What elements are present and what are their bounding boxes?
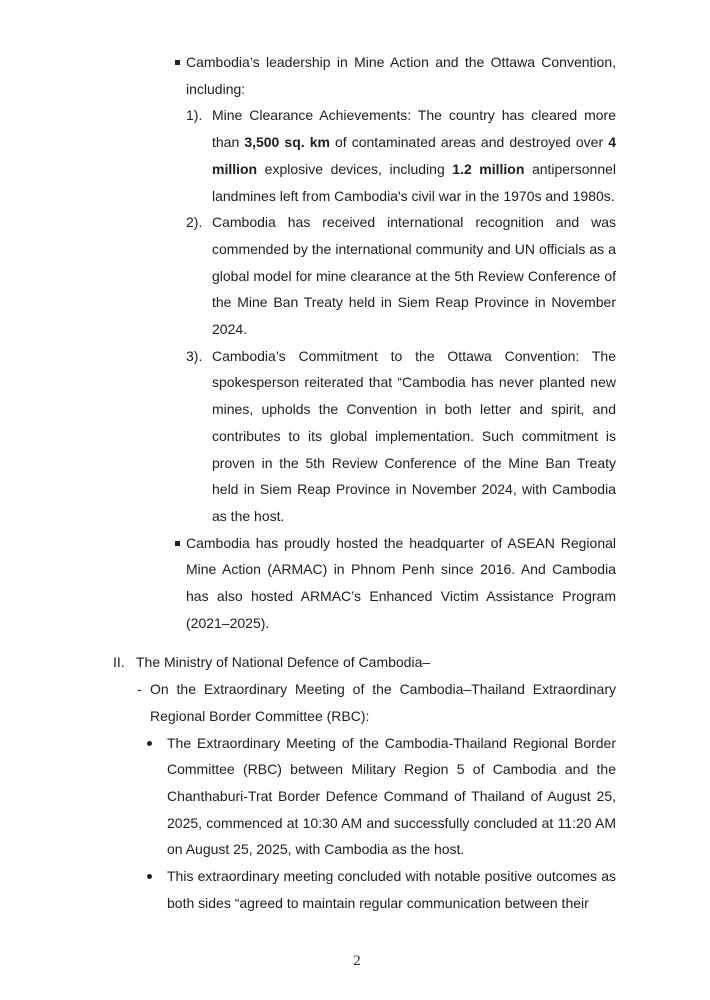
bullet-rbc-meeting <box>167 730 616 864</box>
item-number-1: 1). <box>186 107 203 124</box>
stat-landmines: 1.2 million <box>452 160 525 177</box>
bullet-leadership <box>186 49 616 102</box>
item-commitment <box>186 343 616 530</box>
bullet-rbc-outcomes <box>167 863 616 916</box>
section-ii-numeral: II. <box>113 654 125 671</box>
sub-heading-text: On the Extraordinary Meeting of the Cambodia–Thailand Extraordinary Regional Border Committee (RBC): <box>150 681 616 724</box>
item-recognition <box>186 209 616 343</box>
item-3-text: Cambodia’s Commitment to the Ottawa Convention: The spokesperson reiterated that “Cambodia has never planted new mines, upholds the Convention in both letter and spirit, and contributes to its global implementation. Such commitment is proven in the 5th Review Conference of the Mine Ban Treaty held in Siem Reap Province in November 2024, with Cambodia as the host. <box>212 347 616 524</box>
page-number: 2 <box>353 953 361 969</box>
item-1-text-d: antipersonnel landmines left from Cambodia's civil war in the 1970s and 1980s. <box>212 160 617 204</box>
section-ii-heading: The Ministry of National Defence of Cambodia– <box>136 654 431 671</box>
item-1-text-a: Mine Clearance Achievements: The country has cleared more than <box>212 107 616 151</box>
square-bullet-icon <box>175 60 180 65</box>
dash-bullet-icon: - <box>137 681 142 698</box>
square-bullet-icon <box>175 541 180 546</box>
item-mine-clearance <box>186 102 617 209</box>
sub-heading-rbc <box>137 676 616 729</box>
bullet-armac-text: Cambodia has proudly hosted the headquarter of ASEAN Regional Mine Action (ARMAC) in Phnom Penh since 2016. And Cambodia has also hosted ARMAC’s Enhanced Victim Assistance Program (2021–2025). <box>186 534 616 631</box>
stat-area-cleared: 3,500 sq. km <box>244 134 330 151</box>
bullet-armac <box>186 530 616 637</box>
bullet-leadership-text: Cambodia’s leadership in Mine Action and the Ottawa Convention, including: <box>186 54 616 97</box>
bullet-rbc-meeting-text: The Extraordinary Meeting of the Cambodia-Thailand Regional Border Committee (RBC) between Military Region 5 of Cambodia and the Chanthaburi-Trat Border Defence Command of Thailand of August 25, 2025, commenced at 10:30 AM and successfully concluded at 11:20 AM on August 25, 2025, with Cambodia as the host. <box>167 734 616 858</box>
stat-devices-destroyed: 4 million <box>212 134 616 177</box>
item-1-text-b: of contaminated areas and destroyed over <box>329 134 609 151</box>
round-bullet-icon <box>147 874 152 879</box>
round-bullet-icon <box>147 741 152 746</box>
bullet-rbc-outcomes-text: This extraordinary meeting concluded with notable positive outcomes as both sides “agreed to maintain regular communication between their <box>167 868 616 911</box>
item-2-text: Cambodia has received international recognition and was commended by the international community and UN officials as a global model for mine clearance at the 5th Review Conference of the Mine Ban Treaty held in Siem Reap Province in November 2024. <box>212 214 616 338</box>
item-number-2: 2). <box>186 214 203 231</box>
section-ii <box>113 649 616 676</box>
item-number-3: 3). <box>186 347 203 364</box>
item-1-text-c: explosive devices, including <box>257 160 453 177</box>
